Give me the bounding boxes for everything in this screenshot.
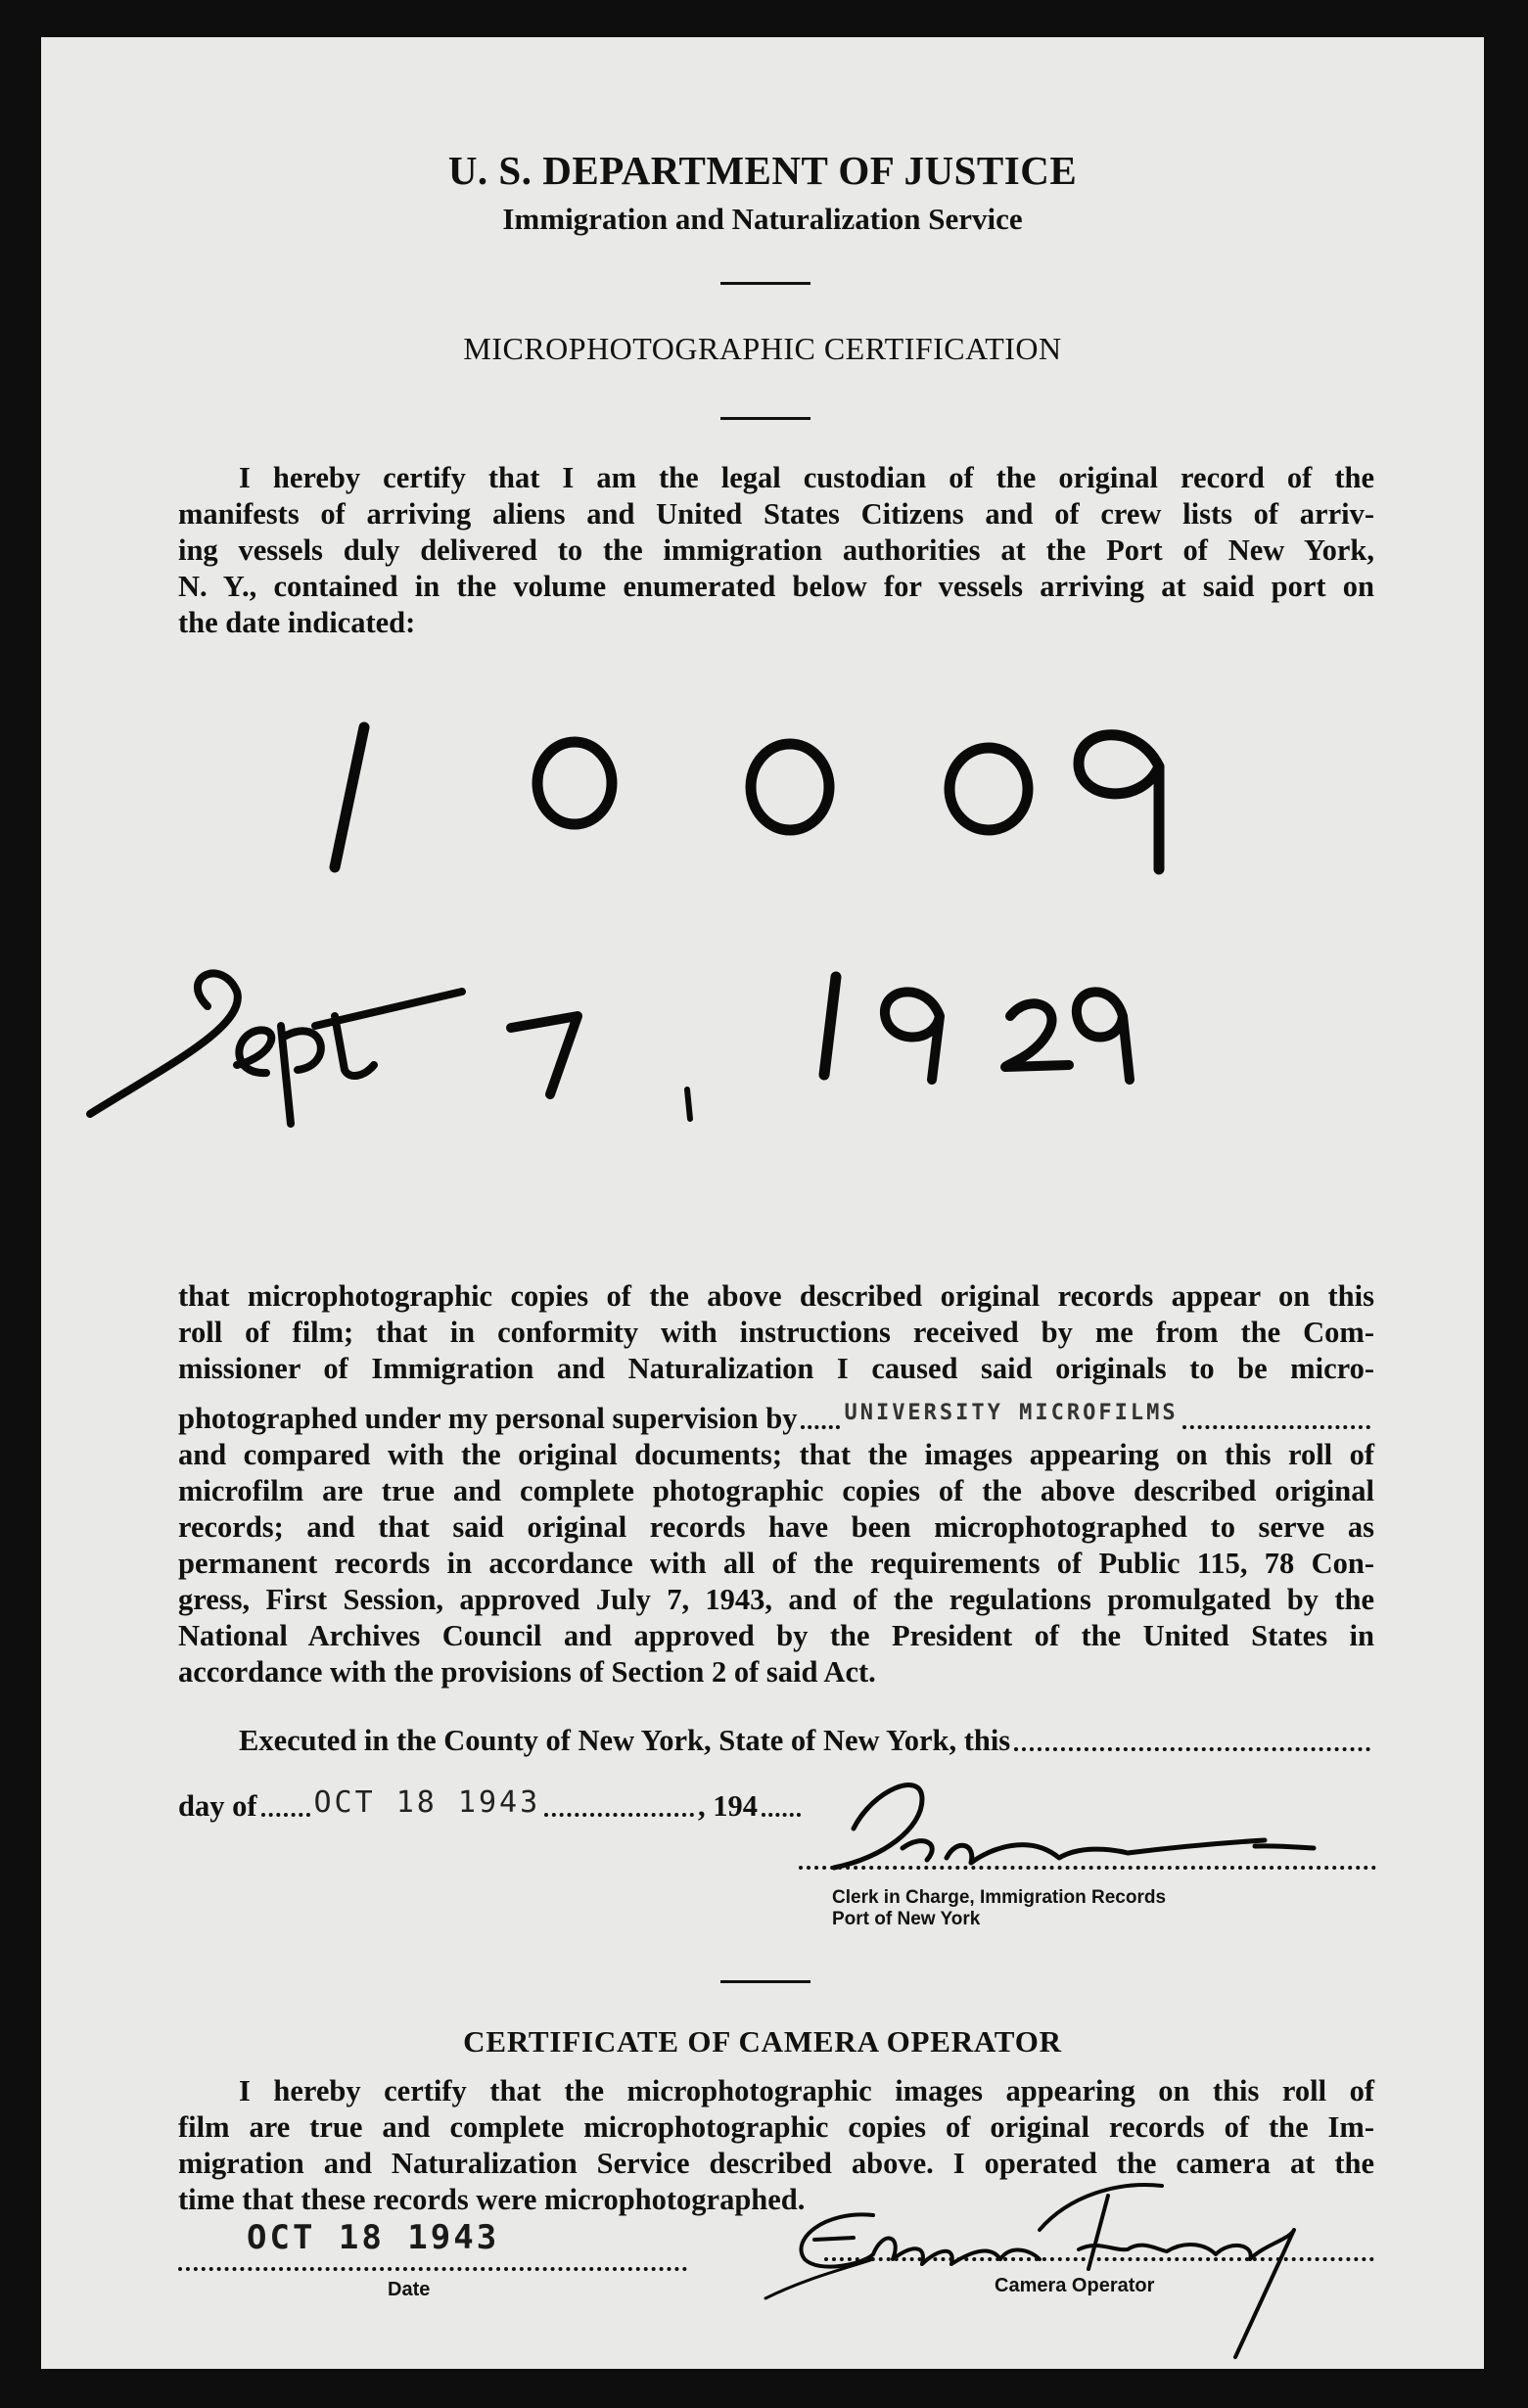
intro-line: N. Y., contained in the volume enumerated below for vessels arriving at said port on — [178, 570, 1374, 603]
certification-title: MICROPHOTOGRAPHIC CERTIFICATION — [463, 331, 1062, 366]
day-of-label: day of — [178, 1789, 257, 1823]
camera-certificate-line: I hereby certify that the microphotographic images appearing on this roll of — [239, 2074, 1374, 2107]
service-subheading: Immigration and Naturalization Service — [502, 202, 1023, 236]
clerk-title-line: Clerk in Charge, Immigration Records — [832, 1887, 1167, 1908]
certificate-page — [41, 37, 1484, 2369]
date-label: Date — [388, 2279, 431, 2300]
department-heading: U. S. DEPARTMENT OF JUSTICE — [447, 148, 1078, 193]
supervision-prefix: photographed under my personal supervision by — [178, 1402, 798, 1435]
operator-label: Camera Operator — [995, 2275, 1155, 2296]
intro-line: ing vessels duly delivered to the immigration authorities at the Port of New York, — [178, 533, 1374, 567]
body-line: permanent records in accordance with all of the requirements of Public 115, 78 Con- — [178, 1547, 1374, 1580]
body-line: missioner of Immigration and Naturalization I caused said originals to be micro- — [178, 1352, 1374, 1385]
intro-line: manifests of arriving aliens and United States Citizens and of crew lists of arriv- — [178, 497, 1374, 531]
camera-operator-signature — [41, 37, 1484, 2369]
body-line: microfilm are true and complete photographic copies of the above described original — [178, 1474, 1374, 1507]
intro-line: the date indicated: — [178, 606, 416, 639]
supervision-stamp: UNIVERSITY MICROFILMS — [844, 1401, 1179, 1425]
executed-text: Executed in the County of New York, State of New York, this — [239, 1724, 1011, 1757]
camera-date-stamp: OCT 18 1943 — [247, 2218, 500, 2257]
body-line: that microphotographic copies of the above described original records appear on this — [178, 1279, 1374, 1313]
camera-certificate-line: migration and Naturalization Service described above. I operated the camera at the — [178, 2147, 1374, 2180]
year-suffix: , 194 — [698, 1789, 758, 1823]
body-line: National Archives Council and approved by the President of the United States in — [178, 1619, 1374, 1652]
intro-line: I hereby certify that I am the legal custodian of the original record of the — [239, 461, 1374, 494]
executed-date-stamp: OCT 18 1943 — [313, 1785, 541, 1820]
body-line: accordance with the provisions of Section 2 of said Act. — [178, 1655, 876, 1689]
body-line: gress, First Session, approved July 7, 1943, and of the regulations promulgated by the — [178, 1583, 1374, 1616]
camera-certificate-line: film are true and complete microphotographic copies of original records of the Im- — [178, 2110, 1374, 2144]
body-line: and compared with the original documents; that the images appearing on this roll of — [178, 1438, 1374, 1471]
clerk-title-line: Port of New York — [832, 1909, 981, 1929]
body-line: roll of film; that in conformity with instructions received by me from the Com- — [178, 1316, 1374, 1349]
camera-certificate-line: time that these records were microphotographed. — [178, 2183, 806, 2216]
operator-signature-line — [824, 2257, 1374, 2261]
camera-certificate-title: CERTIFICATE OF CAMERA OPERATOR — [463, 2024, 1062, 2059]
body-line: records; and that said original records have been microphotographed to serve as — [178, 1510, 1374, 1544]
